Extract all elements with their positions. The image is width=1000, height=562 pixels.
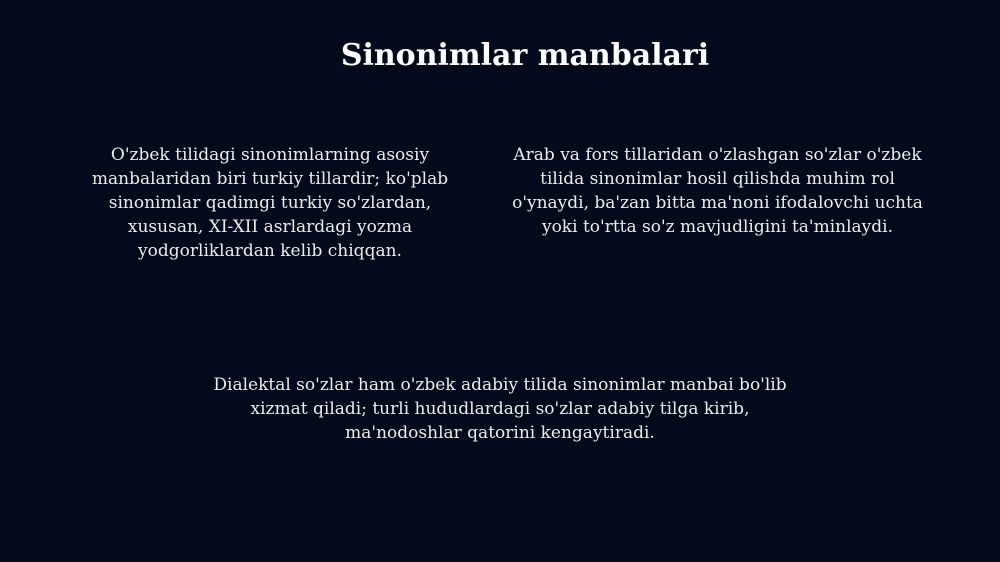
paragraph-turkic-sources: O'zbek tilidagi sinonimlarning asosiy manbalaridan biri turkiy tillardir; ko'plab sinonimlar qadimgi turkiy so'zlardan, xususan, XI-XII asrlardagi yozma yodgorliklardan kelib chiqqan. [91,145,449,261]
paragraph-arabic-persian-sources: Arab va fors tillaridan o'zlashgan so'zlar o'zbek tilida sinonimlar hosil qilishda muhim rol o'ynaydi, ba'zan bitta ma'noni ifodalovchi uchta yoki to'rtta so'z mavjudligini ta'minlaydi. [512,145,923,237]
slide-title: Sinonimlar manbalari [340,38,710,73]
paragraph-dialect-sources: Dialektal so'zlar ham o'zbek adabiy tilida sinonimlar manbai bo'lib xizmat qiladi; turli hududlardagi so'zlar adabiy tilga kirib, ma'nodoshlar qatorini kengaytiradi. [213,375,787,443]
